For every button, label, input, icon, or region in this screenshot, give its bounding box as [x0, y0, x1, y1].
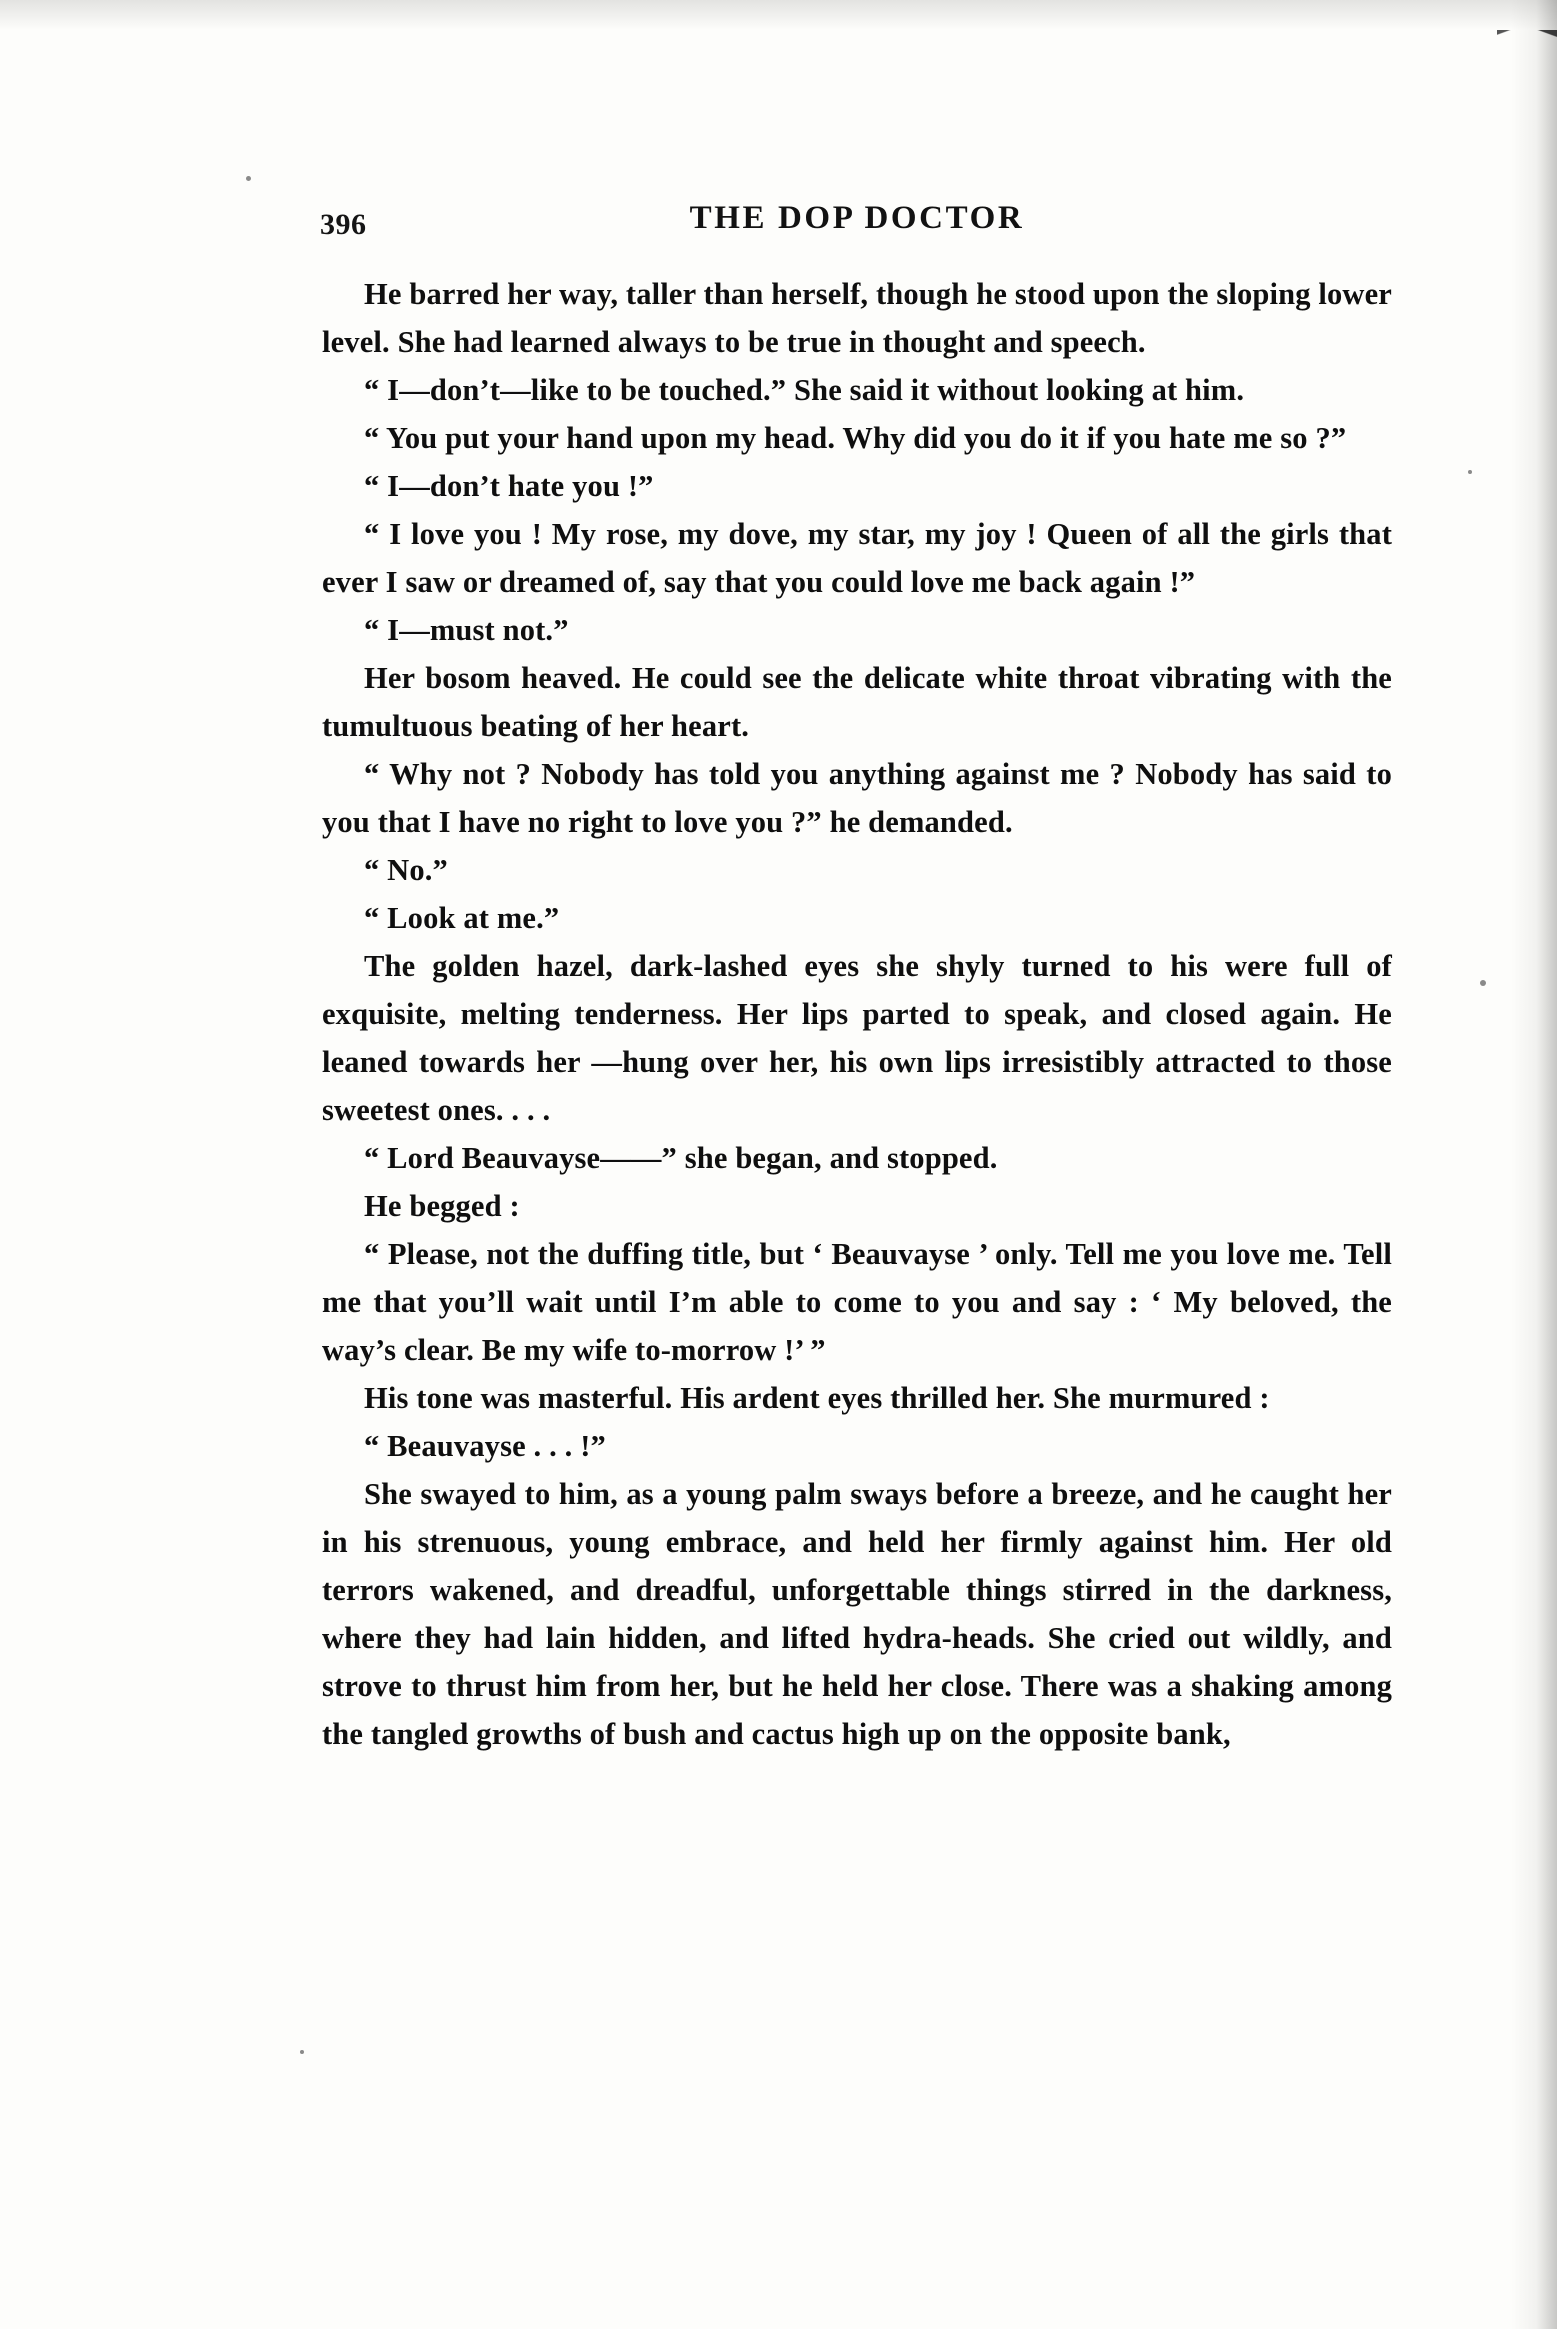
paragraph: “ I—must not.” — [364, 613, 569, 647]
page-number: 396 — [320, 208, 367, 241]
paragraph: “ I love you ! My rose, my dove, my star, my joy ! Queen of all the girls that ever I saw or dreamed of, say that you could love me back again !” — [322, 517, 1392, 599]
running-head — [322, 200, 1392, 254]
paragraph: He barred her way, taller than herself, though he stood upon the sloping lower level. She had learned always to be true in thought and speech. — [322, 277, 1392, 359]
page-text-block — [322, 200, 1392, 1758]
paragraph: His tone was masterful. His ardent eyes thrilled her. She murmured : — [364, 1381, 1270, 1415]
scan-speck — [246, 176, 251, 181]
paragraph: “ I—don’t—like to be touched.” She said it without looking at him. — [364, 373, 1245, 407]
paragraph: “ Lord Beauvayse——” she began, and stopped. — [364, 1141, 998, 1175]
scan-edge-top-shadow — [0, 0, 1557, 30]
body-text — [322, 270, 1392, 1758]
paragraph: “ Why not ? Nobody has told you anything against me ? Nobody has said to you that I have no right to love you ?” he demanded. — [322, 757, 1392, 839]
scan-speck — [1468, 470, 1472, 474]
scan-corner-tear — [1497, 30, 1557, 150]
paragraph: “ Please, not the duffing title, but ‘ Beauvayse ’ only. Tell me you love me. Tell me that you’ll wait until I’m able to come to you and say : ‘ My beloved, the way’s clear. Be my wife to-morrow !’ ” — [322, 1237, 1392, 1367]
paragraph: He begged : — [364, 1189, 520, 1223]
paragraph: “ Beauvayse . . . !” — [364, 1429, 606, 1463]
paragraph: “ I—don’t hate you !” — [364, 469, 654, 503]
scan-speck — [1480, 980, 1486, 986]
scan-edge-right-shadow — [1511, 0, 1557, 2329]
paragraph: “ Look at me.” — [364, 901, 560, 935]
paragraph: She swayed to him, as a young palm sways before a breeze, and he caught her in his strenuous, young embrace, and held her firmly against him. Her old terrors wakened, and dreadful, unforgettable things stirred in the darkness, where they had lain hidden, and lifted hydra-heads. She cried out wildly, and strove to thrust him from her, but he held her close. There was a shaking among the tangled growths of bush and cactus high up on the opposite bank, — [322, 1477, 1392, 1751]
paragraph: “ No.” — [364, 853, 448, 887]
paragraph: “ You put your hand upon my head. Why did you do it if you hate me so ?” — [364, 421, 1347, 455]
paragraph: Her bosom heaved. He could see the delicate white throat vibrating with the tumultuous beating of her heart. — [322, 661, 1392, 743]
scan-speck — [300, 2050, 304, 2054]
paragraph: The golden hazel, dark-lashed eyes she shyly turned to his were full of exquisite, melting tenderness. Her lips parted to speak, and closed again. He leaned towards her —hung over her, his own lips irresistibly attracted to those sweetest ones. . . . — [322, 949, 1392, 1127]
book-title-header: THE DOP DOCTOR — [689, 200, 1025, 236]
